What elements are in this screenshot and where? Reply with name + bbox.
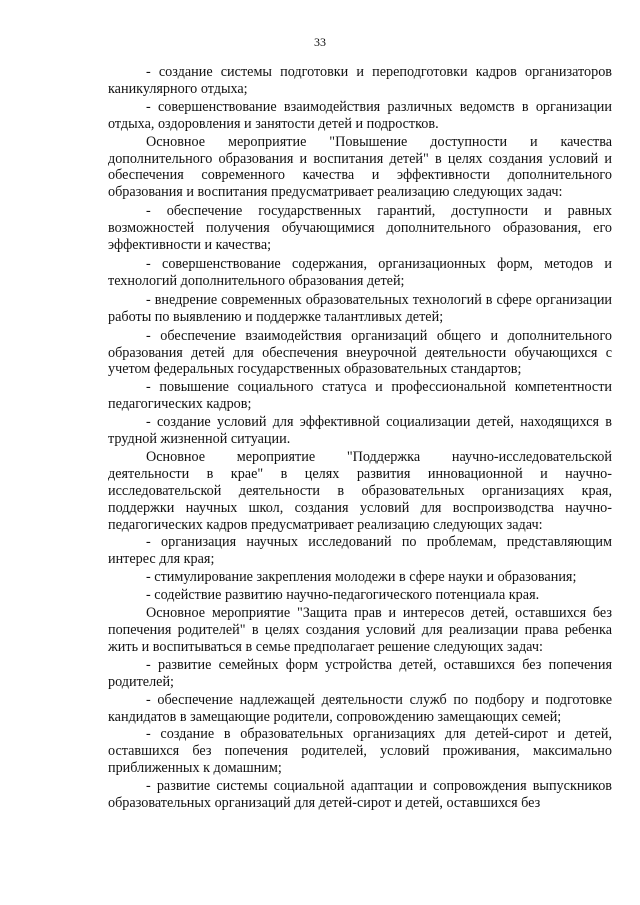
paragraph: - совершенствование взаимодействия различных ведомств в организации отдыха, оздоровления и занятости детей и подростков. [108, 98, 612, 132]
document-body [108, 64, 612, 812]
paragraph: - обеспечение надлежащей деятельности служб по подбору и подготовке кандидатов в замещающие родители, сопровождению замещающих семей; [108, 691, 612, 725]
paragraph: Основное мероприятие "Поддержка научно-исследовательской деятельности в крае" в целях развития инновационной и научно-исследовательской деятельности в образовательных организациях края, поддержки научных школ, создания условий для воспроизводства научно-педагогических кадров предусматривает реализацию следующих задач: [108, 448, 612, 533]
paragraph: - создание в образовательных организациях для детей-сирот и детей, оставшихся без попечения родителей, условий проживания, максимально приближенных к домашним; [108, 726, 612, 777]
paragraph: - развитие системы социальной адаптации и сопровождения выпускников образовательных организаций для детей-сирот и детей, оставшихся без [108, 778, 612, 812]
paragraph: - обеспечение взаимодействия организаций общего и дополнительного образования детей для обеспечения внеурочной деятельности обучающихся с учетом федеральных государственных образовательных стандартов; [108, 327, 612, 378]
paragraph: - повышение социального статуса и профессиональной компетентности педагогических кадров; [108, 379, 612, 413]
paragraph: - стимулирование закрепления молодежи в сфере науки и образования; [146, 569, 577, 586]
paragraph: - совершенствование содержания, организационных форм, методов и технологий дополнительного образования детей; [108, 255, 612, 289]
paragraph: - обеспечение государственных гарантий, доступности и равных возможностей получения обучающимися дополнительного образования, его эффективности и качества; [108, 203, 612, 254]
paragraph: Основное мероприятие "Защита прав и интересов детей, оставшихся без попечения родителей" в целях создания условий для реализации права ребенка жить и воспитываться в семье предполагает решение следующих задач: [108, 605, 612, 655]
paragraph: - внедрение современных образовательных технологий в сфере организации работы по выявлению и поддержке талантливых детей; [108, 291, 612, 325]
paragraph: - содействие развитию научно-педагогического потенциала края. [146, 587, 540, 604]
paragraph: Основное мероприятие "Повышение доступности и качества дополнительного образования и воспитания детей" в целях создания условий и обеспечения современного качества и эффективности дополнительного образования и воспитания предусматривает реализацию следующих задач: [108, 133, 612, 201]
paragraph: - создание системы подготовки и переподготовки кадров организаторов каникулярного отдыха; [108, 64, 612, 97]
page-number: 33 [314, 35, 326, 49]
paragraph: - создание условий для эффективной социализации детей, находящихся в трудной жизненной ситуации. [108, 414, 612, 448]
paragraph: - развитие семейных форм устройства детей, оставшихся без попечения родителей; [108, 656, 612, 690]
paragraph: - организация научных исследований по проблемам, представляющим интерес для края; [108, 534, 612, 568]
